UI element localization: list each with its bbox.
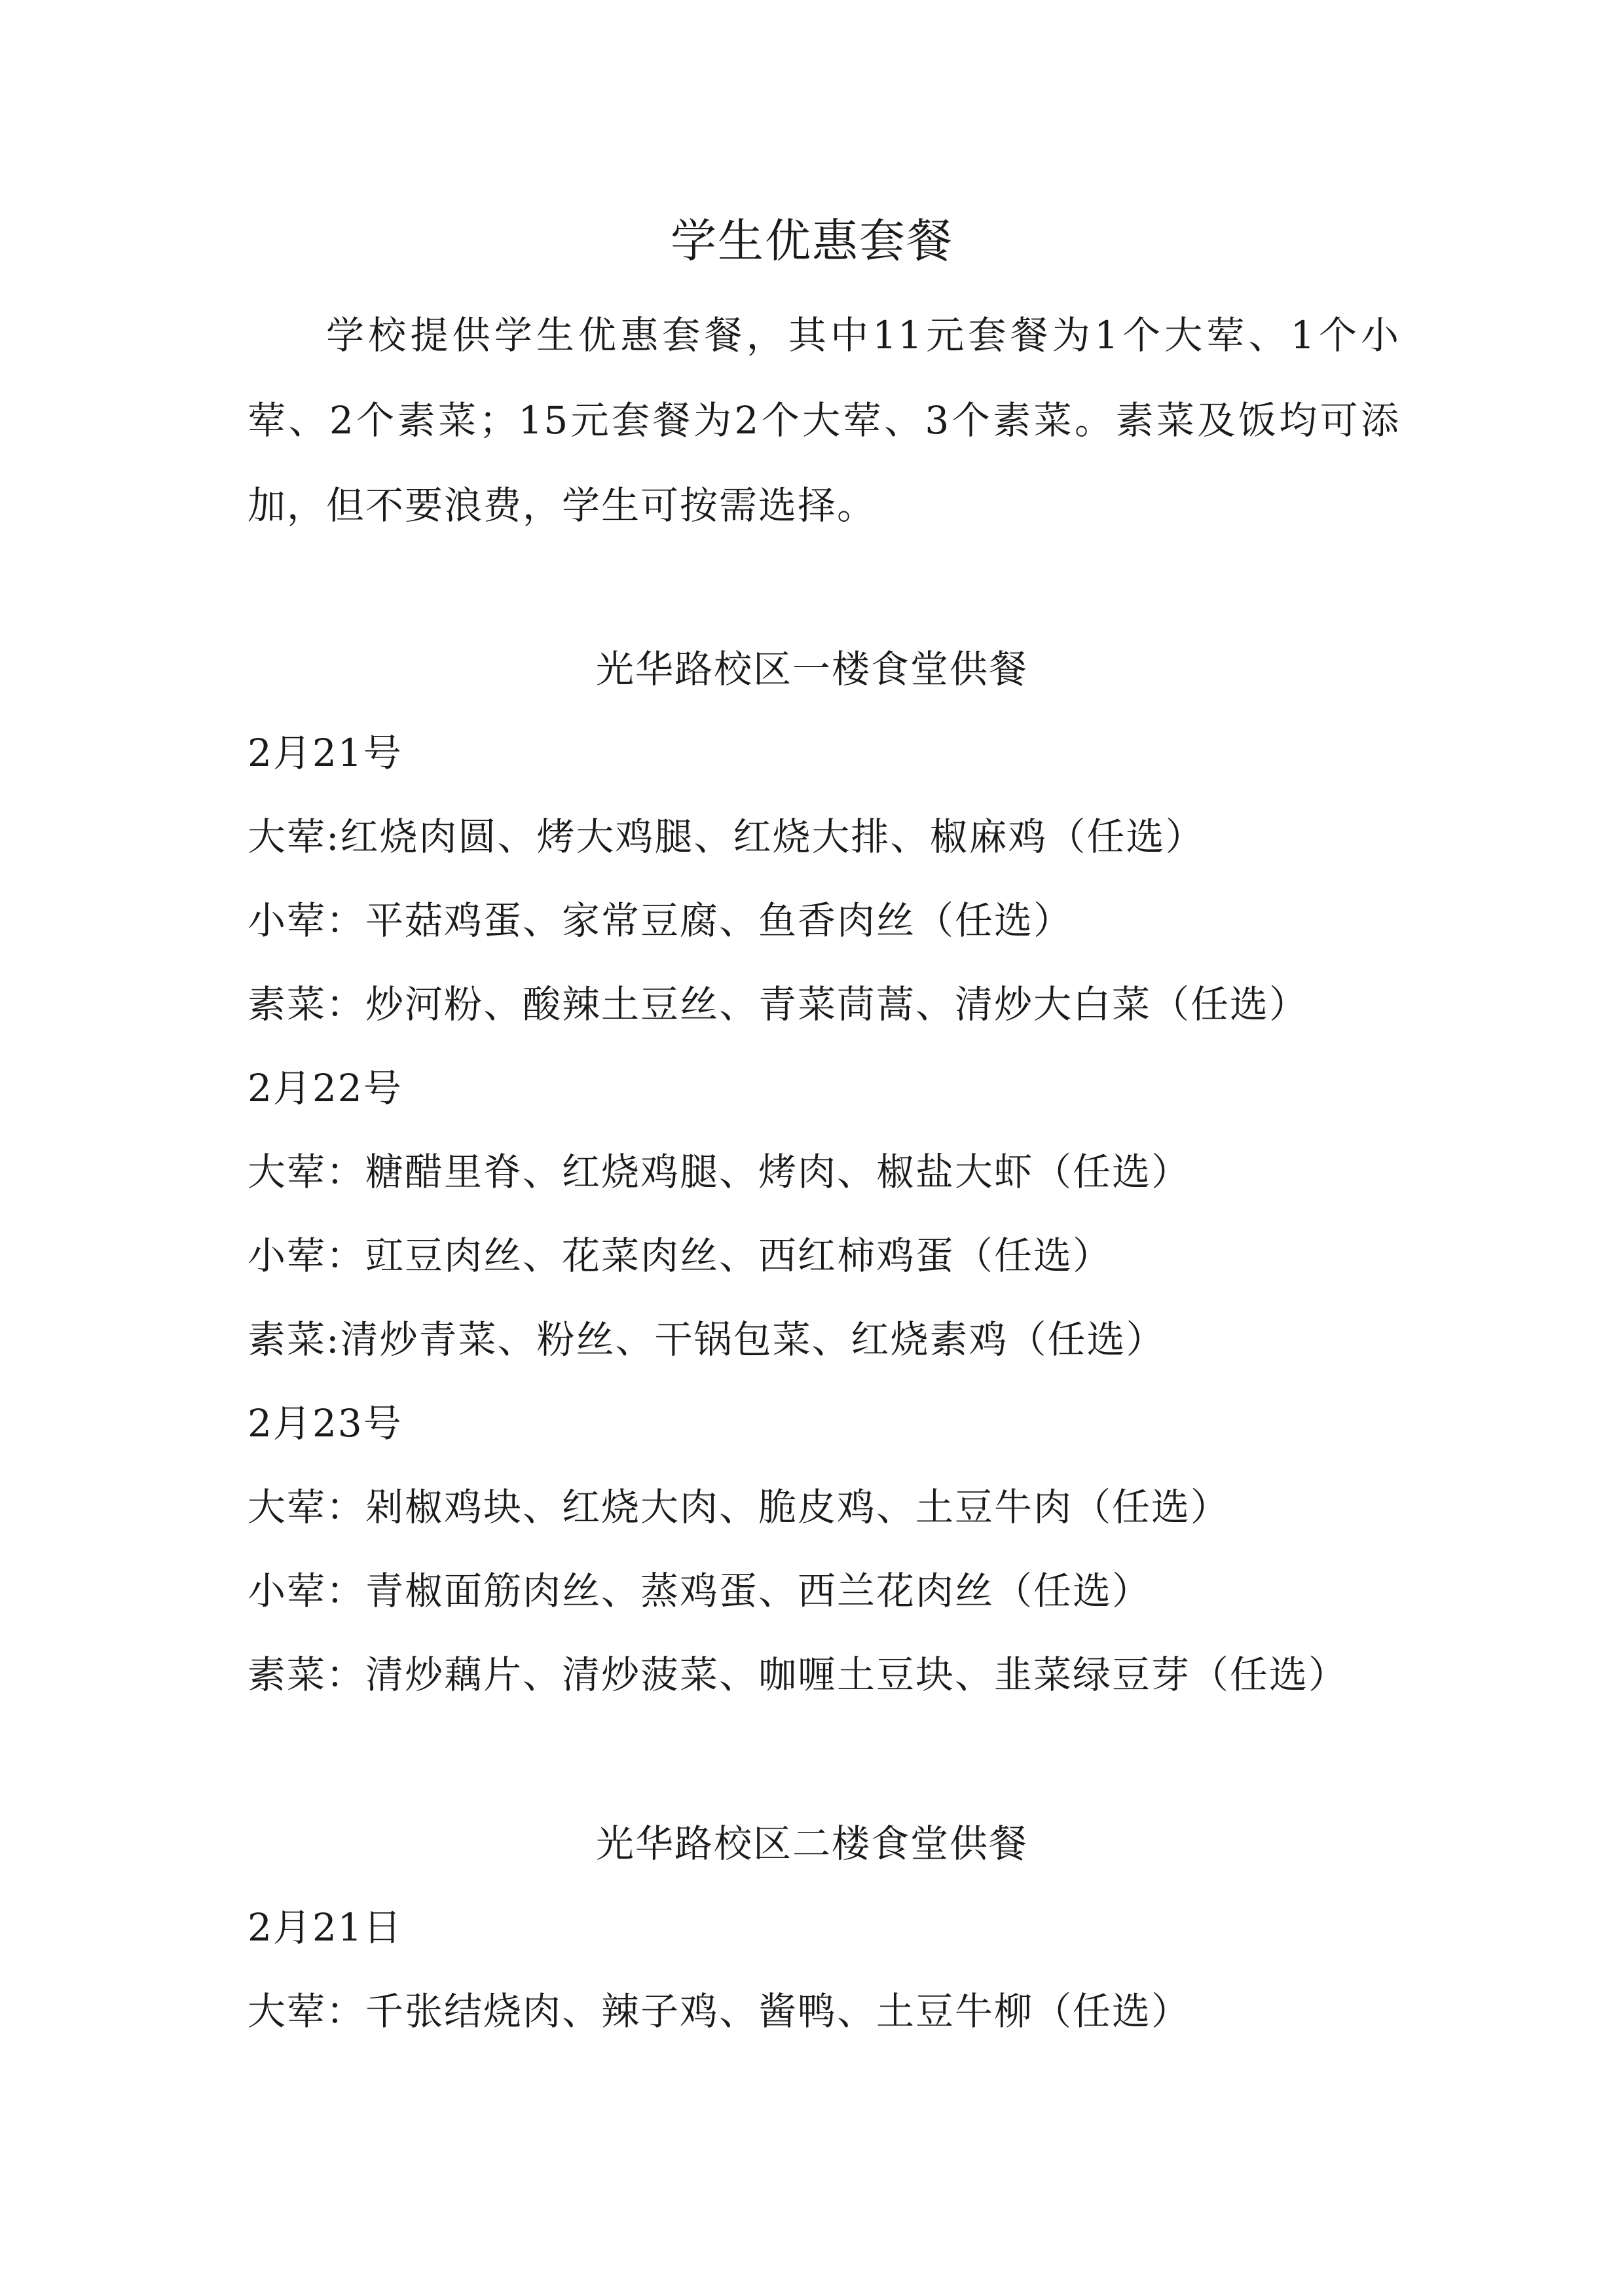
date-line: 2月23号: [248, 1401, 403, 1446]
menu-line-vegetable: 素菜:清炒青菜、粉丝、干锅包菜、红烧素鸡（任选）: [248, 1317, 1166, 1362]
date-line: 2月22号: [248, 1066, 403, 1110]
section-heading-second-floor: 光华路校区二楼食堂供餐: [595, 1821, 1028, 1866]
section-heading-first-floor: 光华路校区一楼食堂供餐: [595, 647, 1028, 691]
menu-line-big-meat: 大荤：糖醋里脊、红烧鸡腿、烤肉、椒盐大虾（任选）: [248, 1150, 1191, 1194]
date-line: 2月21号: [248, 731, 403, 775]
page-title: 学生优惠套餐: [671, 214, 953, 268]
intro-paragraph: 学校提供学生优惠套餐，其中11元套餐为1个大荤、1个小荤、2个素菜；15元套餐为2个大荤、3个素菜。素菜及饭均可添加，但不要浪费，学生可按需选择。: [248, 313, 1400, 528]
menu-line-big-meat: 大荤：剁椒鸡块、红烧大肉、脆皮鸡、土豆牛肉（任选）: [248, 1485, 1230, 1529]
menu-line-small-meat: 小荤：青椒面筋肉丝、蒸鸡蛋、西兰花肉丝（任选）: [248, 1569, 1152, 1613]
menu-line-big-meat: 大荤：千张结烧肉、辣子鸡、酱鸭、土豆牛柳（任选）: [248, 1989, 1191, 2033]
menu-line-small-meat: 小荤：平菇鸡蛋、家常豆腐、鱼香肉丝（任选）: [248, 898, 1073, 943]
menu-line-vegetable: 素菜：清炒藕片、清炒菠菜、咖喱土豆块、韭菜绿豆芽（任选）: [248, 1652, 1348, 1697]
menu-line-small-meat: 小荤：豇豆肉丝、花菜肉丝、西红柿鸡蛋（任选）: [248, 1233, 1113, 1278]
date-line: 2月21日: [248, 1905, 403, 1950]
menu-line-vegetable: 素菜：炒河粉、酸辣土豆丝、青菜茼蒿、清炒大白菜（任选）: [248, 982, 1309, 1027]
menu-line-big-meat: 大荤:红烧肉圆、烤大鸡腿、红烧大排、椒麻鸡（任选）: [248, 814, 1205, 859]
